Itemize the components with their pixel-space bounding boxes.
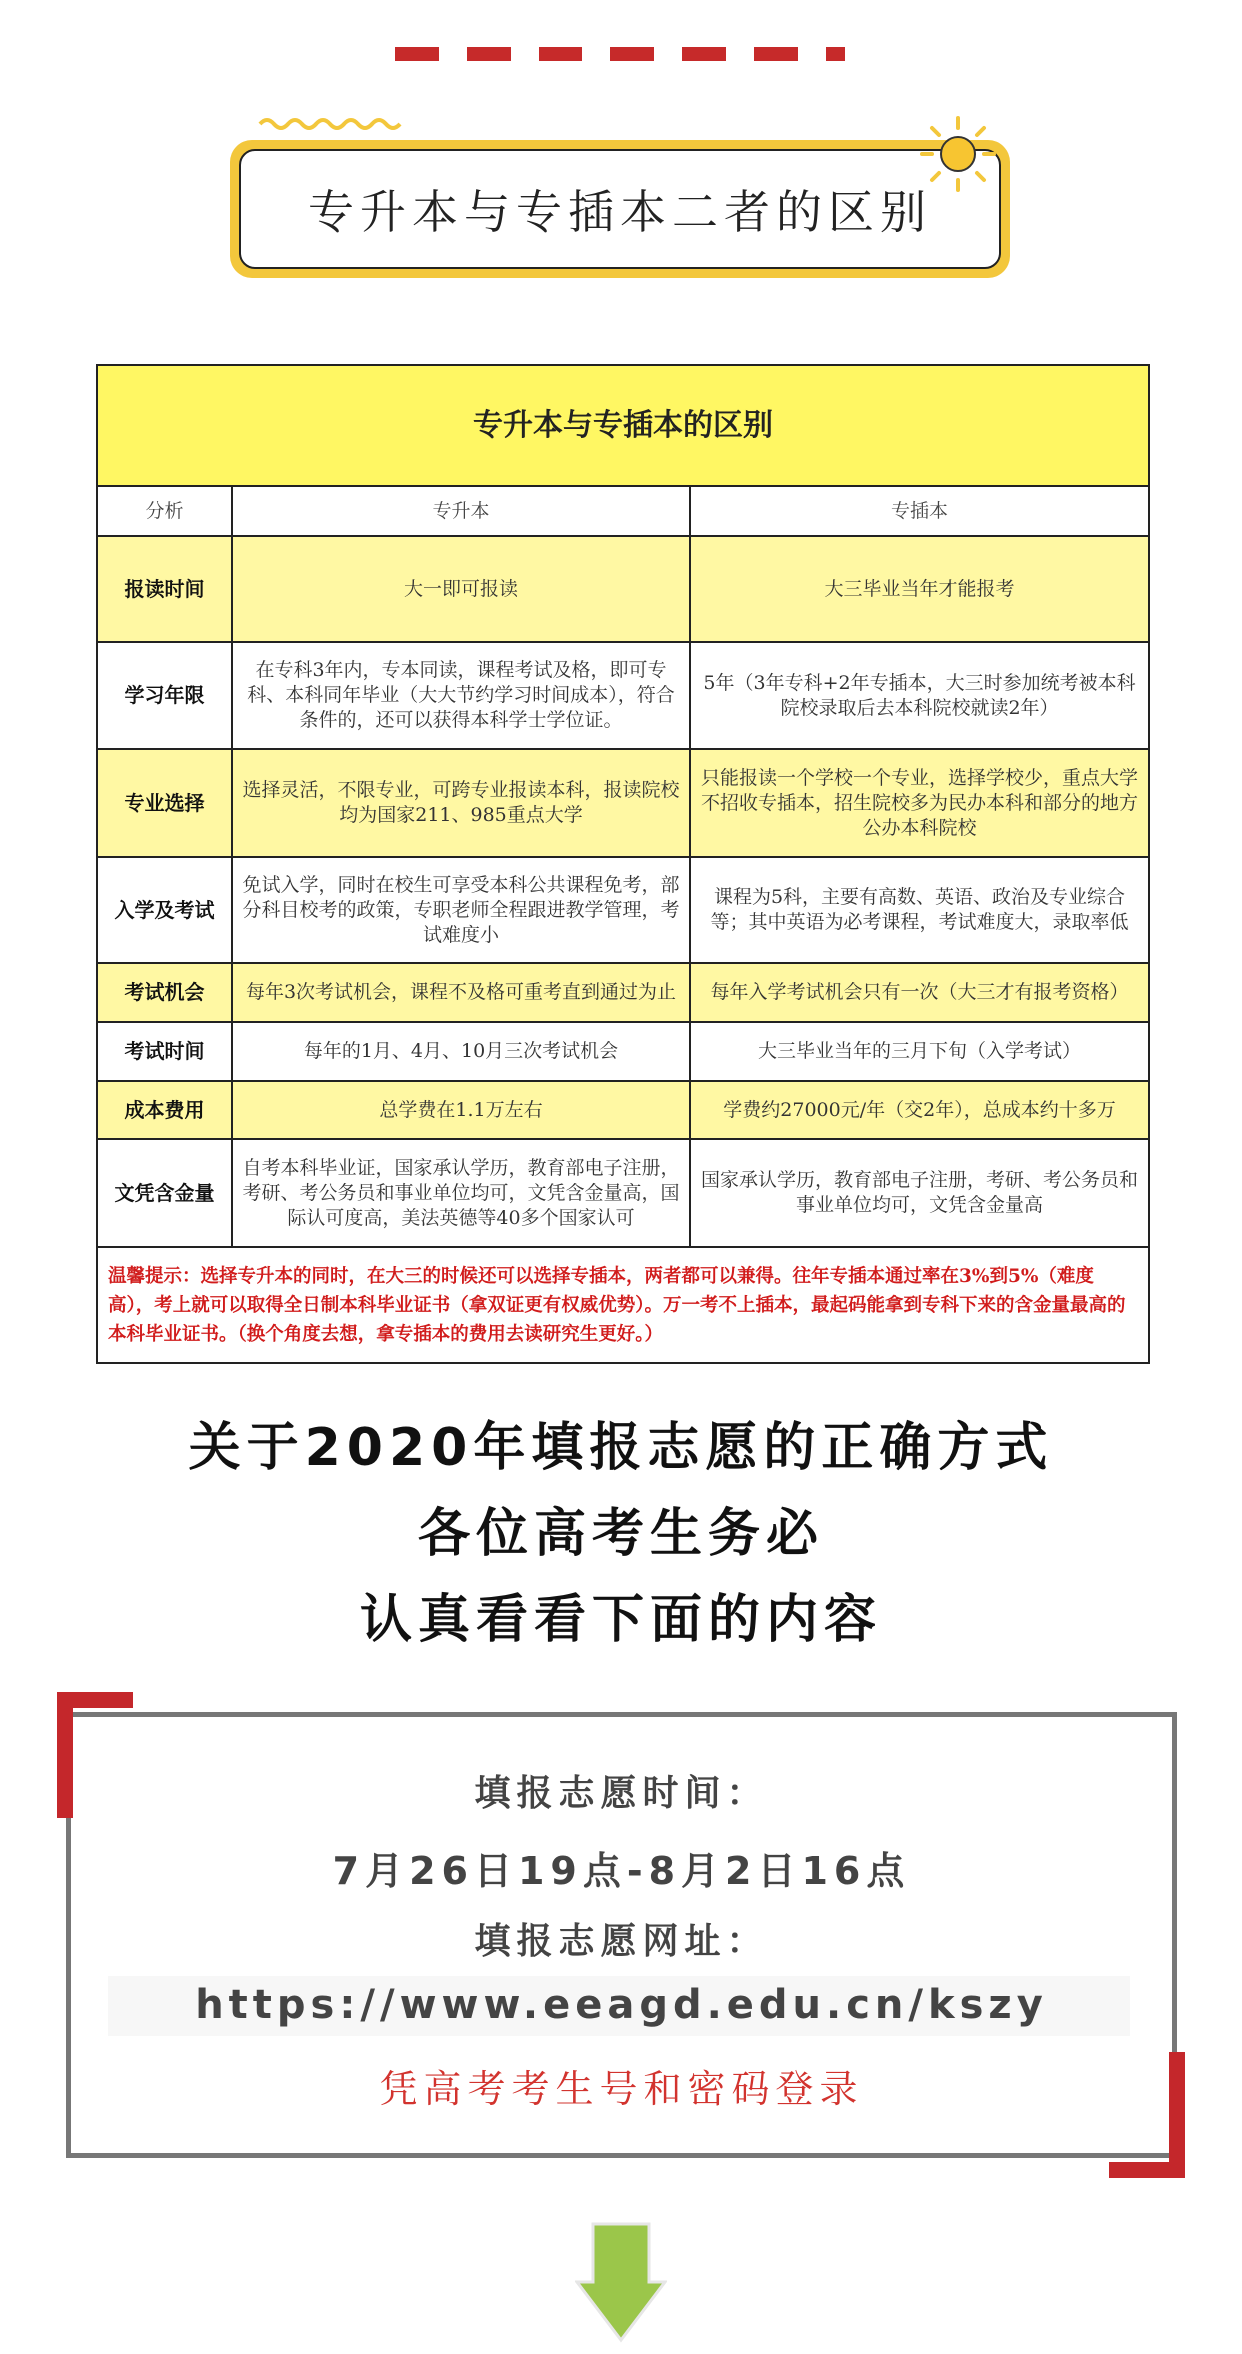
table-title: 专升本与专插本的区别: [97, 365, 1149, 486]
row-label: 考试机会: [97, 963, 232, 1022]
application-url-label: 填报志愿网址：: [474, 1921, 769, 1962]
table-cell: 每年入学考试机会只有一次（大三才有报考资格）: [690, 963, 1149, 1022]
row-label: 报读时间: [97, 536, 232, 642]
table-cell: 免试入学，同时在校生可享受本科公共课程免考，部分科目校考的政策，专职老师全程跟进教学管理，考试难度小: [232, 857, 690, 963]
table-cell: 大三毕业当年的三月下旬（入学考试）: [690, 1022, 1149, 1081]
table-cell: 学费约27000元/年（交2年），总成本约十多万: [690, 1081, 1149, 1139]
row-label: 文凭含金量: [97, 1139, 232, 1247]
row-label: 入学及考试: [97, 857, 232, 963]
login-note: 凭高考考生号和密码登录: [379, 2067, 864, 2111]
table-cell: 大三毕业当年才能报考: [690, 536, 1149, 642]
application-time-value: 7月26日19点-8月2日16点: [332, 1849, 911, 1893]
table-cell: 5年（3年专科+2年专插本，大三时参加统考被本科院校录取后去本科院校就读2年）: [690, 642, 1149, 749]
warm-tip-note: 温馨提示：选择专升本的同时，在大三的时候还可以选择专插本，两者都可以兼得。往年专插本通过率在3%到5%（难度高），考上就可以取得全日制本科毕业证书（拿双证更有权威优势）。万一考不上插本，最起码能拿到专科下来的含金量最高的本科毕业证书。（换个角度去想，拿专插本的费用去读研究生更好。）: [97, 1247, 1149, 1363]
headline: [0, 1405, 1242, 1663]
table-row: [97, 642, 1149, 749]
table-cell: 每年的1月、4月、10月三次考试机会: [232, 1022, 690, 1081]
comparison-table: [96, 364, 1150, 1364]
table-row: [97, 1022, 1149, 1081]
table-cell: 课程为5科，主要有高数、英语、政治及专业综合等；其中英语为必考课程，考试难度大，录取率低: [690, 857, 1149, 963]
column-header: 专插本: [690, 486, 1149, 536]
table-row: [97, 749, 1149, 857]
table-row: [97, 1139, 1149, 1247]
row-label: 考试时间: [97, 1022, 232, 1081]
application-time-label: 填报志愿时间：: [474, 1773, 769, 1814]
table-cell: 选择灵活，不限专业，可跨专业报读本科，报读院校均为国家211、985重点大学: [232, 749, 690, 857]
section-title-box: [230, 140, 1010, 278]
table-cell: 国家承认学历，教育部电子注册，考研、考公务员和事业单位均可，文凭含金量高: [690, 1139, 1149, 1247]
headline-line: 关于2020年填报志愿的正确方式: [188, 1418, 1054, 1478]
sun-icon: [918, 114, 998, 194]
table-row: [97, 963, 1149, 1022]
top-dash-divider: [395, 47, 845, 61]
row-label: 学习年限: [97, 642, 232, 749]
table-row: [97, 857, 1149, 963]
wave-decoration: [258, 116, 408, 132]
column-header: 专升本: [232, 486, 690, 536]
table-cell: 每年3次考试机会，课程不及格可重考直到通过为止: [232, 963, 690, 1022]
column-header: 分析: [97, 486, 232, 536]
table-cell: 只能报读一个学校一个专业，选择学校少，重点大学不招收专插本，招生院校多为民办本科和部分的地方公办本科院校: [690, 749, 1149, 857]
table-row: [97, 536, 1149, 642]
headline-line: 各位高考生务必: [417, 1504, 824, 1564]
table-row: [97, 1081, 1149, 1139]
row-label: 成本费用: [97, 1081, 232, 1139]
table-cell: 大一即可报读: [232, 536, 690, 642]
table-cell: 在专科3年内，专本同读，课程考试及格，即可专科、本科同年毕业（大大节约学习时间成本），符合条件的，还可以获得本科学士学位证。: [232, 642, 690, 749]
section-title: 专升本与专插本二者的区别: [239, 149, 1001, 269]
row-label: 专业选择: [97, 749, 232, 857]
table-cell: 自考本科毕业证，国家承认学历，教育部电子注册，考研、考公务员和事业单位均可，文凭含金量高，国际认可度高，美法英德等40多个国家认可: [232, 1139, 690, 1247]
application-url-link[interactable]: https://www.eeagd.edu.cn/kszy: [195, 1982, 1048, 2028]
headline-line: 认真看看下面的内容: [359, 1590, 882, 1650]
table-cell: 总学费在1.1万左右: [232, 1081, 690, 1139]
arrow-down-icon: [575, 2222, 667, 2344]
